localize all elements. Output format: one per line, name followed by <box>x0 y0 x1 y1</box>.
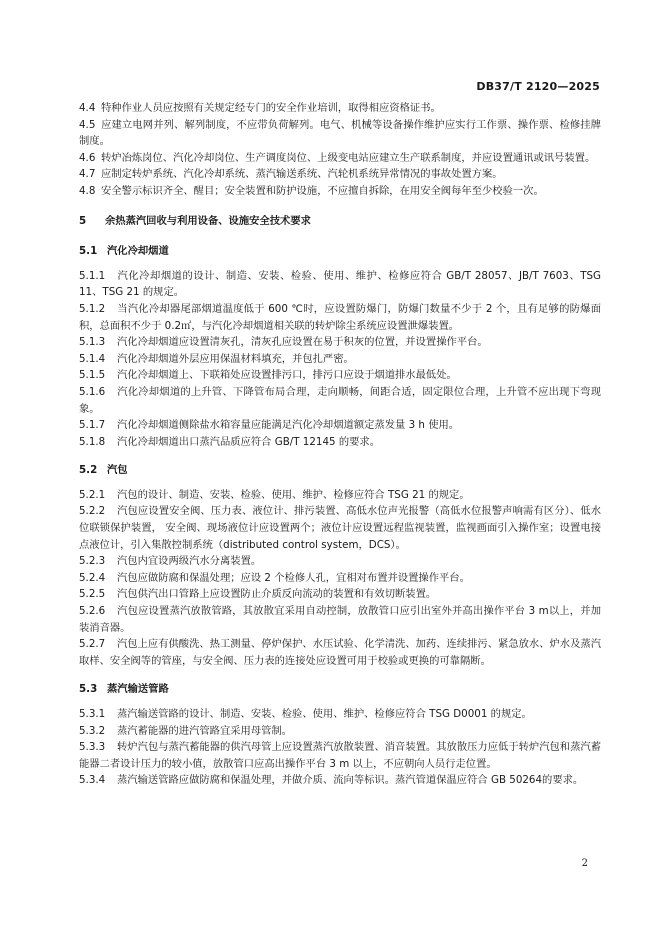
clause-number: 5.2.4 <box>79 571 106 584</box>
clause-5-2-6 <box>79 603 601 636</box>
section-number: 5.3 <box>79 683 98 696</box>
clause-text: 汽化冷却烟道应设置清灰孔，清灰孔应设置在易于积灰的位置，并设置操作平台。 <box>117 336 488 349</box>
section-5-1-heading <box>79 243 601 260</box>
clause-5-1-4 <box>79 351 601 368</box>
clause-5-2-4 <box>79 570 601 587</box>
clause-4-8 <box>79 183 601 200</box>
clause-number: 4.8 <box>79 184 96 197</box>
clause-5-2-3 <box>79 553 601 570</box>
clause-text: 应建立电网并列、解列制度，不应带负荷解列。电气、机械等设备操作维护应实行工作票、操作票、检修挂牌制度。 <box>79 118 601 148</box>
clause-5-1-5 <box>79 367 601 384</box>
clause-5-2-7 <box>79 636 601 669</box>
clause-5-1-3 <box>79 334 601 351</box>
clause-number: 4.7 <box>79 168 96 181</box>
clause-number: 4.5 <box>79 118 96 131</box>
section-title: 余热蒸汽回收与利用设备、设施安全技术要求 <box>105 214 311 227</box>
clause-text: 转炉汽包与蒸汽蓄能器的供汽母管上应设置蒸汽放散装置、消音装置。其放散压力应低于转炉汽包和蒸汽蓄能器二者设计压力的较小值，放散管口应高出操作平台 3 m 以上，不应朝向人员行走位置。 <box>79 741 601 770</box>
clause-number: 5.2.7 <box>79 638 106 651</box>
clause-5-2-1 <box>79 487 601 504</box>
clause-text: 汽包应设置安全阀、压力表、液位计、排污装置、高低水位声光报警（高低水位报警声响需有区分）、低水位联锁保护装置， 安全阀、现场液位计应设置两个；液位计应设置远程监视装置，监视画面引入操作室；设置电接点液位计，引入集散控制系统（distributed control system，DCS）。 <box>79 505 601 551</box>
section-5-heading <box>79 213 601 230</box>
clause-number: 5.2.5 <box>79 588 106 601</box>
section-title: 汽化冷却烟道 <box>107 245 169 258</box>
clause-number: 5.3.4 <box>79 774 106 787</box>
section-number: 5.1 <box>79 245 98 258</box>
section-number: 5.2 <box>79 464 98 477</box>
clause-number: 5.1.8 <box>79 435 106 448</box>
section-number: 5 <box>79 214 87 227</box>
clause-text: 汽化冷却烟道出口蒸汽品质应符合 GB/T 12145 的要求。 <box>117 435 381 448</box>
clause-number: 5.1.3 <box>79 336 106 349</box>
clause-4-6 <box>79 150 601 167</box>
clause-text: 汽包上应有供酸洗、热工测量、停炉保护、水压试验、化学清洗、加药、连续排污、紧急放水、炉水及蒸汽取样、安全阀等的管座，与安全阀、压力表的连接处应设置可用于校验或更换的可靠隔断。 <box>79 638 601 667</box>
clause-number: 5.3.3 <box>79 741 106 754</box>
clause-number: 5.2.3 <box>79 555 106 568</box>
clause-number: 5.1.2 <box>79 302 106 315</box>
clause-text: 蒸汽输送管路应做防腐和保温处理，并做介质、流向等标识。蒸汽管道保温应符合 GB 50264的要求。 <box>117 774 584 787</box>
clause-5-1-7 <box>79 417 601 434</box>
clause-text: 特种作业人员应按照有关规定经专门的安全作业培训，取得相应资格证书。 <box>101 102 441 114</box>
clause-number: 4.6 <box>79 151 96 164</box>
clause-5-3-3 <box>79 739 601 772</box>
clause-5-3-4 <box>79 772 601 789</box>
clause-text: 汽包内宜设两级汽水分离装置。 <box>117 555 262 568</box>
clause-text: 汽化冷却烟道上、下联箱处应设置排污口，排污口应设于烟道排水最低处。 <box>117 369 457 382</box>
clause-4-7 <box>79 166 601 183</box>
clause-number: 4.4 <box>79 102 96 114</box>
clause-text: 蒸汽蓄能器的进汽管路宜采用母管制。 <box>117 724 293 737</box>
clause-4-4 <box>79 100 601 117</box>
clause-number: 5.1.6 <box>79 385 106 398</box>
clause-text: 当汽化冷却器尾部烟道温度低于 600 ℃时，应设置防爆门，防爆门数量不少于 2 个，且有足够的防爆面积，总面积不少于 0.2㎡，与汽化冷却烟道相关联的转炉除尘系统应设置泄爆装置。 <box>79 302 601 332</box>
clause-number: 5.3.1 <box>79 708 106 720</box>
clause-5-1-8 <box>79 434 601 451</box>
clause-number: 5.2.1 <box>79 488 106 501</box>
clause-text: 蒸汽输送管路的设计、制造、安装、检验、使用、维护、检修应符合 TSG D0001 的规定。 <box>117 708 532 720</box>
clause-text: 汽化冷却烟道外层应用保温材料填充，并包扎严密。 <box>117 352 354 365</box>
clause-number: 5.1.7 <box>79 419 106 432</box>
clause-number: 5.1.1 <box>79 269 106 282</box>
section-title: 蒸汽输送管路 <box>107 683 169 696</box>
clause-text: 汽包应设置蒸汽放散管路，其放散宜采用自动控制，放散管口应引出室外并高出操作平台 3 m以上，并加装消音器。 <box>79 605 601 634</box>
section-5-3-heading <box>79 681 601 698</box>
document-code: DB37/T 2120—2025 <box>476 80 600 93</box>
clause-text: 汽包的设计、制造、安装、检验、使用、维护、检修应符合 TSG 21 的规定。 <box>117 488 470 501</box>
clause-number: 5.1.4 <box>79 352 106 365</box>
clause-number: 5.3.2 <box>79 724 106 737</box>
section-5-2-heading <box>79 462 601 479</box>
document-body <box>79 100 601 789</box>
clause-text: 汽包供汽出口管路上应设置防止介质反向流动的装置和有效切断装置。 <box>117 588 437 601</box>
section-title: 汽包 <box>107 464 128 477</box>
clause-5-1-2 <box>79 301 601 334</box>
clause-text: 应制定转炉系统、汽化冷却系统、蒸汽输送系统、汽轮机系统异常情况的事故处置方案。 <box>101 168 503 181</box>
clause-number: 5.2.2 <box>79 505 106 518</box>
clause-number: 5.1.5 <box>79 369 106 382</box>
clause-5-2-2 <box>79 503 601 553</box>
page-number: 2 <box>581 858 588 869</box>
clause-5-3-1 <box>79 706 601 723</box>
clause-text: 汽化冷却烟道的上升管、下降管布局合理，走向顺畅，间距合适，固定限位合理，上升管不应出现下弯现象。 <box>79 385 601 415</box>
clause-text: 汽包应做防腐和保温处理；应设 2 个检修人孔，宜相对布置并设置操作平台。 <box>117 571 470 584</box>
clause-4-5 <box>79 117 601 150</box>
clause-text: 汽化冷却烟道侧除盐水箱容量应能满足汽化冷却烟道额定蒸发量 3 h 使用。 <box>117 419 460 432</box>
clause-5-1-6 <box>79 384 601 417</box>
clause-text: 转炉冶炼岗位、汽化冷却岗位、生产调度岗位、上级变电站应建立生产联系制度，并应设置通讯或讯号装置。 <box>101 151 596 164</box>
clause-text: 汽化冷却烟道的设计、制造、安装、检验、使用、维护、检修应符合 GB/T 28057、JB/T 7603、TSG 11、TSG 21 的规定。 <box>79 269 601 299</box>
clause-number: 5.2.6 <box>79 605 106 618</box>
clause-5-3-2 <box>79 723 601 740</box>
clause-5-2-5 <box>79 586 601 603</box>
clause-text: 安全警示标识齐全、醒目；安全装置和防护设施，不应擅自拆除，在用安全阀每年至少校验一次。 <box>101 184 544 197</box>
clause-5-1-1 <box>79 268 601 301</box>
